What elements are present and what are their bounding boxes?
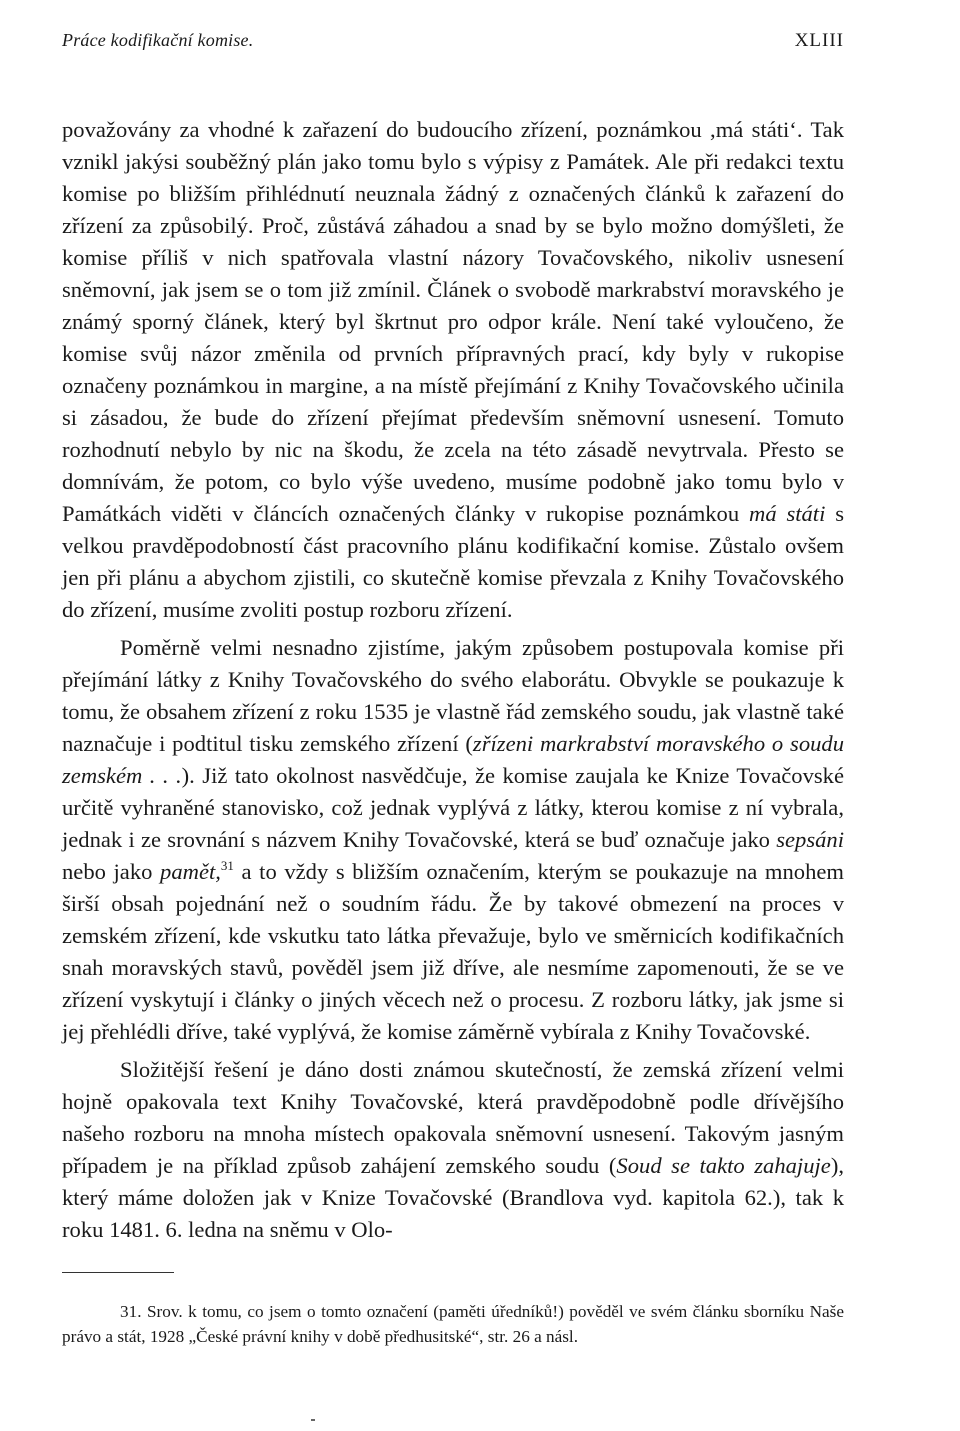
page-number: XLIII bbox=[794, 30, 844, 51]
footnote-number: 31. bbox=[120, 1302, 142, 1321]
document-page bbox=[62, 30, 844, 1349]
running-title: Práce kodifikační komise. bbox=[62, 30, 254, 50]
footnotes bbox=[62, 1299, 844, 1349]
text-segment: nebo jako bbox=[62, 859, 161, 884]
italic-phrase: sepsáni bbox=[776, 827, 844, 852]
italic-phrase: pamět, bbox=[160, 859, 221, 884]
italic-phrase: má státi bbox=[749, 501, 826, 526]
paragraph bbox=[62, 114, 844, 626]
footnote-reference-31[interactable]: 31 bbox=[220, 858, 234, 873]
text-segment: s velkou pravděpodobností část pracovního plánu kodifikační komise. Zůstalo ovšem jen při plánu a abychom zjistili, co skutečně komise převzala z Knihy Tovačovského do zřízení, musíme zvoliti postup rozboru zřízení. bbox=[62, 501, 844, 622]
scan-artifact bbox=[311, 1419, 315, 1421]
italic-phrase: zřízeni markrabství moravského o soudu zemském . . . bbox=[62, 731, 845, 788]
text-segment: Poměrně velmi nesnadno zjistíme, jakým způsobem postupovala komise při přejímání látky z Knihy Tovačovského do svého elaborátu. Obvykle se poukazuje k tomu, že obsahem zřízení z roku 1535 je vlastně řád zemského soudu, jak vlastně také naznačuje i podtitul tisku zemského zřízení ( bbox=[62, 635, 844, 756]
italic-phrase: Soud se takto zahajuje bbox=[616, 1153, 831, 1178]
text-segment: a to vždy s bližším označením, kterým se poukazuje na mnohem širší obsah pojednání než o soudním řádu. Že by takové obmezení na proces v zemském zřízení, kde vskutku tato látka převažuje, bylo ve směrnicích kodifikačních snah moravských stavů, pověděl jsem již dříve, ale nesmíme zapomenouti, že se ve zřízení vyskytují i články o jiných věcech než o procesu. Z rozboru látky, jak jsme si jej přehlédli dříve, také vyplývá, že komise záměrně vybírala z Knihy Tovačovské. bbox=[62, 859, 845, 1044]
text-segment: ), který máme doložen jak v Knize Tovačovské (Brandlova vyd. kapitola 62.), tak k roku 1481. 6. ledna na sněmu v Olo- bbox=[62, 1153, 844, 1242]
footnote-divider bbox=[62, 1272, 174, 1273]
footnote-31 bbox=[62, 1299, 844, 1349]
footnote-text: Srov. k tomu, co jsem o tomto označení (paměti úředníků!) pověděl ve svém článku sborníku Naše právo a stát, 1928 „České právní knihy v době předhusitské“, str. 26 a násl. bbox=[62, 1302, 844, 1346]
text-segment: ). Již tato okolnost nasvědčuje, že komise zaujala ke Knize Tovačovské určitě vyhraněné stanovisko, což jednak vyplývá z látky, kterou komise z ní vybrala, jednak i ze srovnání s názvem Knihy Tovačovské, která se buď označuje jako bbox=[62, 763, 844, 852]
text-segment: považovány za vhodné k zařazení do budoucího zřízení, poznámkou ,má státi‘. Tak vznikl jakýsi souběžný plán jako tomu bylo s výpisy z Památek. Ale při redakci textu komise po bližším přihlédnutí neuznala žádný z označených článků k zařazení do zřízení za způsobilý. Proč, zůstává záhadou a snad by se bylo možno domýšleti, že komise příliš v nich spatřovala vlastní názory Tovačovského, nikoliv usnesení sněmovní, jak jsem se o tom již zmínil. Článek o svobodě markrabství moravského je známý sporný článek, který byl škrtnut pro odpor krále. Není také vyloučeno, že komise svůj názor změnila od prvních přípravných prací, kdy byly v rukopise označeny poznámkou in margine, a na místě přejímání z Knihy Tovačovského učinila si zásadou, že bude do zřízení přejímat především sněmovní usnesení. Tomuto rozhodnutí nebylo by nic na škodu, že zcela na této zásadě nevytrvala. Přesto se domnívám, že potom, co bylo výše uvedeno, musíme podobně jako tomu bylo v Památkách viděti v článcích označených články v rukopise poznámkou bbox=[62, 117, 844, 526]
body-text bbox=[62, 114, 844, 1246]
running-header bbox=[62, 30, 844, 66]
paragraph bbox=[62, 632, 844, 1048]
text-segment: Složitější řešení je dáno dosti známou skutečností, že zemská zřízení velmi hojně opakovala text Knihy Tovačovské, která pravděpodobně podle dřívějšího našeho rozboru na mnoha místech opakovala sněmovní usnesení. Takovým jasným případem je na příklad způsob zahájení zemského soudu ( bbox=[62, 1057, 844, 1178]
paragraph bbox=[62, 1054, 844, 1246]
